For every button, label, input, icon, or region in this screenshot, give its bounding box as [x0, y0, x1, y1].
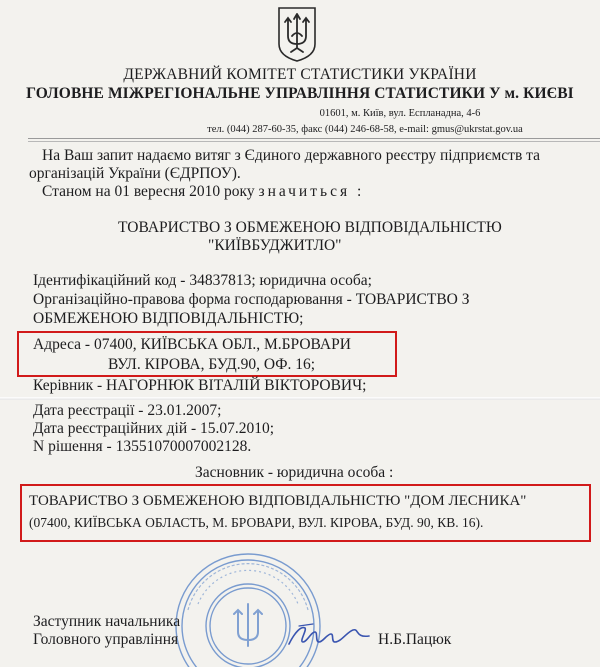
org-address: 01601, м. Київ, вул. Еспланадна, 4-6: [319, 108, 481, 119]
company-name-line2: "КИЇВБУДЖИТЛО": [208, 237, 342, 254]
intro-line1: На Ваш запит надаємо витяг з Єдиного державного реєстру підприємств та: [42, 147, 540, 164]
address-line1: Адреса - 07400, КИЇВСЬКА ОБЛ., М.БРОВАРИ: [33, 336, 351, 353]
intro-line2: організацій України (ЄДРПОУ).: [29, 165, 241, 182]
legal-form-line1: Організаційно-правова форма господарювання - ТОВАРИСТВО З: [33, 291, 470, 308]
trident-emblem-icon: [277, 6, 317, 62]
director: Керівник - НАГОРНЮК ВІТАЛІЙ ВІКТОРОВИЧ;: [33, 377, 367, 394]
registration-date: Дата реєстрації - 23.01.2007;: [33, 402, 222, 419]
decision-number: N рішення - 13551070007002128.: [33, 438, 252, 455]
org-name-line2: ГОЛОВНЕ МІЖРЕГІОНАЛЬНЕ УПРАВЛІННЯ СТАТИСТИКИ У м. КИЄВІ: [26, 85, 574, 102]
signer-position-line1: Заступник начальника: [33, 613, 181, 630]
id-code: Ідентифікаційний код - 34837813; юридична особа;: [33, 272, 372, 289]
founder-address: (07400, КИЇВСЬКА ОБЛАСТЬ, М. БРОВАРИ, ВУЛ. КІРОВА, БУД. 90, КВ. 16).: [29, 515, 484, 530]
scan-seam: [0, 397, 600, 400]
founder-name: ТОВАРИСТВО З ОБМЕЖЕНОЮ ВІДПОВІДАЛЬНІСТЮ "ДОМ ЛЕСНИКА": [29, 493, 527, 509]
header-divider-thin: [28, 141, 600, 142]
as-of-date: [42, 183, 364, 201]
legal-form-line2: ОБМЕЖЕНОЮ ВІДПОВІДАЛЬНІСТЮ;: [33, 310, 304, 327]
signer-position-line2: Головного управління: [33, 631, 179, 648]
org-contacts: тел. (044) 287-60-35, факс (044) 246-68-58, e-mail: gmus@ukrstat.gov.ua: [207, 124, 523, 135]
header-divider: [28, 138, 600, 139]
listed-text: значиться :: [258, 183, 365, 200]
address-line2: ВУЛ. КІРОВА, БУД.90, ОФ. 16;: [108, 356, 316, 373]
as-of-text: Станом на 01 вересня 2010 року: [42, 183, 255, 200]
signature-icon: [285, 618, 375, 654]
signatory-name: Н.Б.Пацюк: [378, 631, 452, 648]
org-name-line1: ДЕРЖАВНИЙ КОМІТЕТ СТАТИСТИКИ УКРАЇНИ: [123, 66, 477, 83]
company-name-line1: ТОВАРИСТВО З ОБМЕЖЕНОЮ ВІДПОВІДАЛЬНІСТЮ: [118, 219, 502, 236]
last-action-date: Дата реєстраційних дій - 15.07.2010;: [33, 420, 275, 437]
founder-heading: Засновник - юридична особа :: [195, 464, 394, 481]
